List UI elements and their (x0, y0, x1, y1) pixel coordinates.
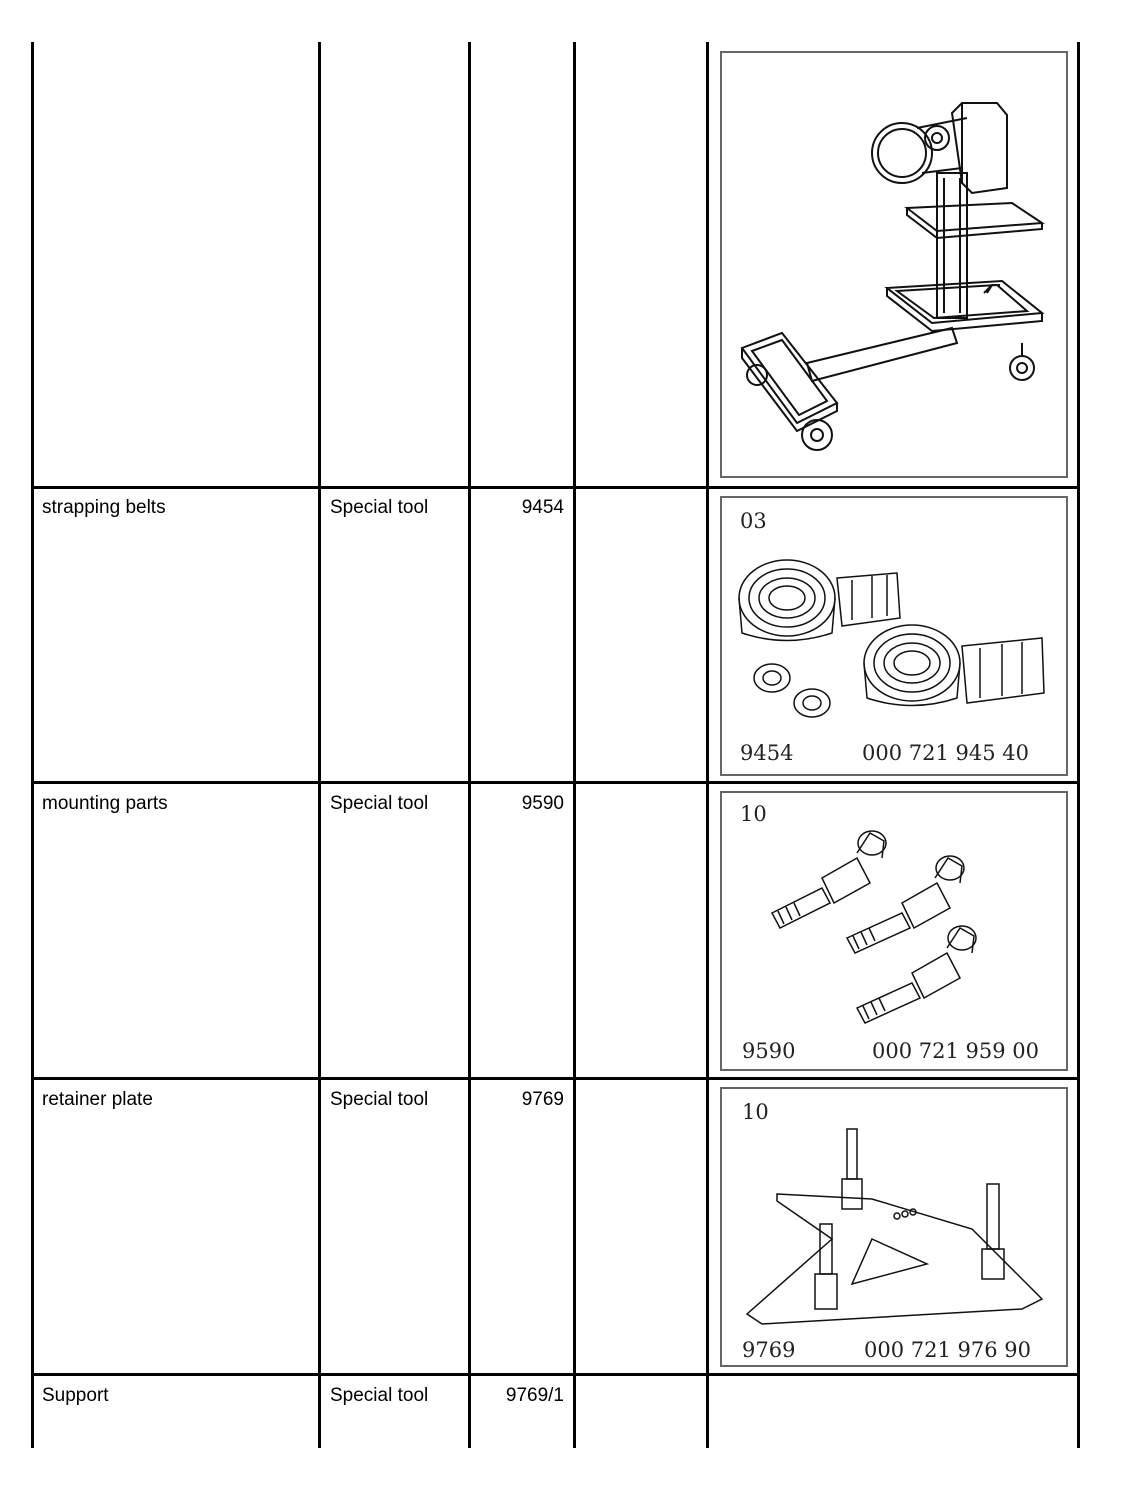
row-number: 9769/1 (505, 1385, 564, 1406)
row-divider (31, 1077, 1080, 1080)
engine-stand-image (720, 51, 1068, 478)
image-part-number: 000 721 945 40 (862, 741, 1029, 765)
column-divider (1077, 42, 1080, 1448)
column-divider (318, 42, 321, 1448)
strapping-belts-image (720, 496, 1068, 776)
column-divider (31, 42, 34, 1448)
column-divider (573, 42, 576, 1448)
retainer-plate-image (720, 1087, 1068, 1367)
strapping-belts-icon (722, 498, 1066, 774)
row-number: 9590 (521, 793, 564, 814)
mounting-parts-image (720, 791, 1068, 1071)
row-type: Special tool (330, 1385, 429, 1406)
image-tool-number: 9769 (742, 1338, 796, 1362)
row-divider (31, 781, 1080, 784)
engine-stand-icon (722, 53, 1066, 476)
image-code: 03 (740, 509, 767, 533)
row-number: 9769 (521, 1089, 564, 1110)
row-type: Special tool (330, 497, 429, 518)
row-number: 9454 (521, 497, 564, 518)
image-code: 10 (740, 802, 767, 826)
image-part-number: 000 721 976 90 (864, 1338, 1031, 1362)
column-divider (468, 42, 471, 1448)
image-tool-number: 9590 (742, 1039, 796, 1063)
row-type: Special tool (330, 1089, 429, 1110)
column-divider (706, 42, 709, 1448)
image-part-number: 000 721 959 00 (872, 1039, 1039, 1063)
image-code: 10 (742, 1100, 769, 1124)
row-name: Support (42, 1385, 109, 1406)
row-divider (31, 1373, 1080, 1376)
mounting-bolts-icon (722, 793, 1066, 1069)
row-type: Special tool (330, 793, 429, 814)
image-tool-number: 9454 (740, 741, 794, 765)
row-divider (31, 486, 1080, 489)
retainer-plate-icon (722, 1089, 1066, 1365)
row-name: mounting parts (42, 793, 168, 814)
row-name: retainer plate (42, 1089, 153, 1110)
row-name: strapping belts (42, 497, 166, 518)
